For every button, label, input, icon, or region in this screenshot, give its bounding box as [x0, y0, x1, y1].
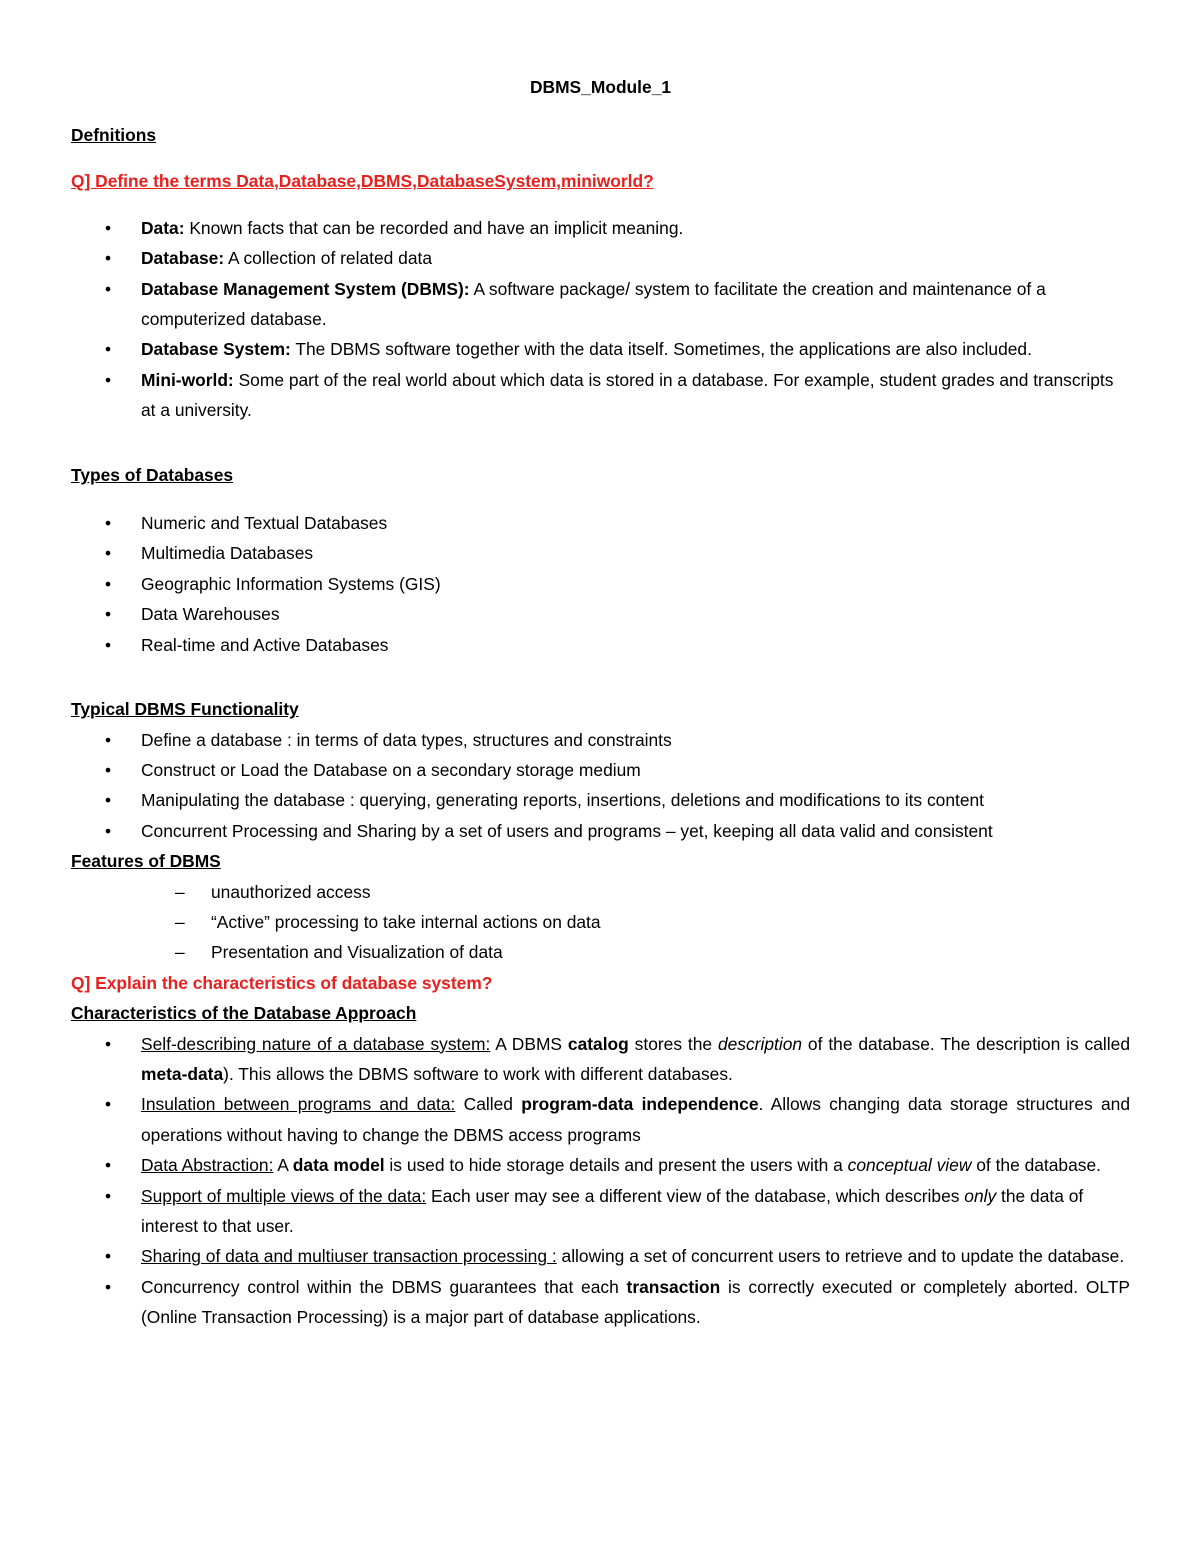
- bullet-icon: •: [105, 604, 112, 625]
- functionality-item: [71, 785, 1130, 815]
- feature-item: [71, 907, 1130, 937]
- definition-text: The DBMS software together with the data itself. Sometimes, the applications are also included.: [290, 339, 1032, 360]
- type-text: Geographic Information Systems (GIS): [141, 573, 441, 594]
- bullet-icon: •: [105, 339, 112, 360]
- characteristic-label: Sharing of data and multiuser transaction processing :: [141, 1246, 557, 1267]
- definition-item: [71, 274, 1130, 335]
- characteristic-text: the data of interest to that user.: [141, 1185, 1084, 1236]
- characteristic-bold: transaction: [626, 1276, 721, 1297]
- characteristic-text: stores the: [628, 1033, 718, 1054]
- feature-text: unauthorized access: [211, 881, 371, 902]
- functionality-text: Concurrent Processing and Sharing by a set of users and programs – yet, keeping all data valid and consistent: [141, 820, 993, 841]
- characteristic-item: [71, 1272, 1130, 1333]
- type-text: Multimedia Databases: [141, 543, 314, 564]
- document-body: [71, 72, 1130, 1333]
- type-text: Numeric and Textual Databases: [141, 513, 388, 534]
- feature-text: Presentation and Visualization of data: [211, 942, 503, 963]
- feature-item: [71, 937, 1130, 967]
- characteristic-text: Concurrency control within the DBMS guarantees that each: [141, 1276, 627, 1297]
- characteristic-text: A DBMS: [490, 1033, 568, 1054]
- characteristic-item: [71, 1241, 1130, 1271]
- characteristic-italic: description: [717, 1033, 803, 1054]
- feature-text: “Active” processing to take internal actions on data: [211, 911, 601, 932]
- definition-term: Database System:: [141, 339, 291, 360]
- type-item: [71, 599, 1130, 629]
- type-item: [71, 508, 1130, 538]
- feature-item: [71, 877, 1130, 907]
- bullet-icon: •: [105, 634, 112, 655]
- functionality-text: Manipulating the database : querying, generating reports, insertions, deletions and modifications to its content: [141, 790, 984, 811]
- definition-item: [71, 213, 1130, 243]
- definition-text: Some part of the real world about which data is stored in a database. For example, student grades and transcripts at a university.: [141, 369, 1114, 421]
- characteristic-text: allowing a set of concurrent users to retrieve and to update the database.: [556, 1246, 1125, 1267]
- bullet-icon: •: [105, 573, 112, 594]
- bullet-icon: •: [105, 1094, 112, 1115]
- characteristic-label: Self-describing nature of a database system:: [141, 1033, 491, 1054]
- characteristic-label: Data Abstraction:: [141, 1155, 274, 1176]
- bullet-icon: •: [105, 543, 112, 564]
- bullet-icon: •: [105, 248, 112, 269]
- characteristic-text: A: [273, 1155, 293, 1176]
- functionality-list: [71, 725, 1130, 847]
- definition-item: [71, 365, 1130, 426]
- bullet-icon: •: [105, 1276, 112, 1297]
- definitions-heading: Defnitions: [71, 125, 157, 145]
- bullet-icon: •: [105, 369, 112, 390]
- bullet-icon: •: [105, 217, 112, 238]
- type-text: Real-time and Active Databases: [141, 634, 389, 655]
- functionality-item: [71, 816, 1130, 846]
- bullet-icon: •: [105, 278, 112, 299]
- dash-icon: –: [175, 911, 185, 932]
- document-title: DBMS_Module_1: [529, 77, 672, 97]
- characteristic-bold: meta-data: [141, 1063, 224, 1084]
- bullet-icon: •: [105, 1185, 112, 1206]
- functionality-text: Construct or Load the Database on a secondary storage medium: [141, 759, 641, 780]
- characteristics-list: [71, 1029, 1130, 1333]
- definitions-question: Q] Define the terms Data,Database,DBMS,DatabaseSystem,miniworld?: [71, 171, 654, 192]
- bullet-icon: •: [105, 513, 112, 534]
- bullet-icon: •: [105, 1246, 112, 1267]
- definition-text: A software package/ system to facilitate the creation and maintenance of a computerized database.: [141, 278, 1046, 330]
- characteristic-text: Each user may see a different view of the database, which describes: [426, 1185, 965, 1206]
- definition-term: Database Management System (DBMS):: [141, 278, 470, 299]
- bullet-icon: •: [105, 790, 112, 811]
- definition-item: [71, 243, 1130, 273]
- functionality-item: [71, 725, 1130, 755]
- characteristics-heading: Characteristics of the Database Approach: [71, 1003, 417, 1024]
- definition-text: Known facts that can be recorded and have an implicit meaning.: [184, 217, 684, 238]
- characteristic-item: [71, 1089, 1130, 1150]
- bullet-icon: •: [105, 1155, 112, 1176]
- functionality-text: Define a database : in terms of data types, structures and constraints: [141, 729, 672, 750]
- characteristic-text: of the database.: [971, 1155, 1101, 1176]
- type-item: [71, 630, 1130, 660]
- characteristic-text: Called: [455, 1094, 522, 1115]
- types-heading: Types of Databases: [71, 464, 234, 485]
- bullet-icon: •: [105, 729, 112, 750]
- characteristic-text: is correctly executed or completely aborted. OLTP (Online Transaction Processing) is a major part of database applications.: [141, 1276, 1131, 1328]
- functionality-item: [71, 755, 1130, 785]
- type-item: [71, 538, 1130, 568]
- characteristic-item: [71, 1181, 1130, 1242]
- definition-text: A collection of related data: [224, 248, 432, 269]
- definition-term: Database:: [141, 248, 225, 269]
- bullet-icon: •: [105, 759, 112, 780]
- definition-term: Mini-world:: [141, 369, 234, 390]
- type-text: Data Warehouses: [141, 604, 280, 625]
- characteristic-text: of the database. The description is called: [802, 1033, 1131, 1054]
- definition-item: [71, 334, 1130, 364]
- characteristic-bold: data model: [292, 1155, 385, 1176]
- characteristic-text: is used to hide storage details and present the users with a: [384, 1155, 848, 1176]
- characteristics-question: Q] Explain the characteristics of database system?: [71, 972, 493, 993]
- definitions-list: [71, 213, 1130, 426]
- characteristic-item: [71, 1029, 1130, 1090]
- characteristic-text: . Allows changing data storage structures and operations without having to change the DBMS access programs: [141, 1094, 1130, 1145]
- features-list: [71, 877, 1130, 968]
- dash-icon: –: [175, 942, 185, 963]
- characteristic-bold: catalog: [567, 1033, 629, 1054]
- bullet-icon: •: [105, 1033, 112, 1054]
- functionality-heading: Typical DBMS Functionality: [71, 699, 299, 720]
- characteristic-italic: only: [964, 1185, 997, 1206]
- type-item: [71, 569, 1130, 599]
- characteristic-italic: conceptual view: [847, 1155, 972, 1176]
- definition-term: Data:: [141, 217, 185, 238]
- characteristic-label: Support of multiple views of the data:: [141, 1185, 427, 1206]
- characteristic-bold: program-data independence: [521, 1094, 759, 1115]
- characteristic-item: [71, 1150, 1130, 1180]
- bullet-icon: •: [105, 820, 112, 841]
- features-heading: Features of DBMS: [71, 851, 221, 872]
- characteristic-text: ). This allows the DBMS software to work with different databases.: [223, 1063, 733, 1084]
- dash-icon: –: [175, 881, 185, 902]
- types-list: [71, 508, 1130, 660]
- characteristic-label: Insulation between programs and data:: [141, 1094, 456, 1115]
